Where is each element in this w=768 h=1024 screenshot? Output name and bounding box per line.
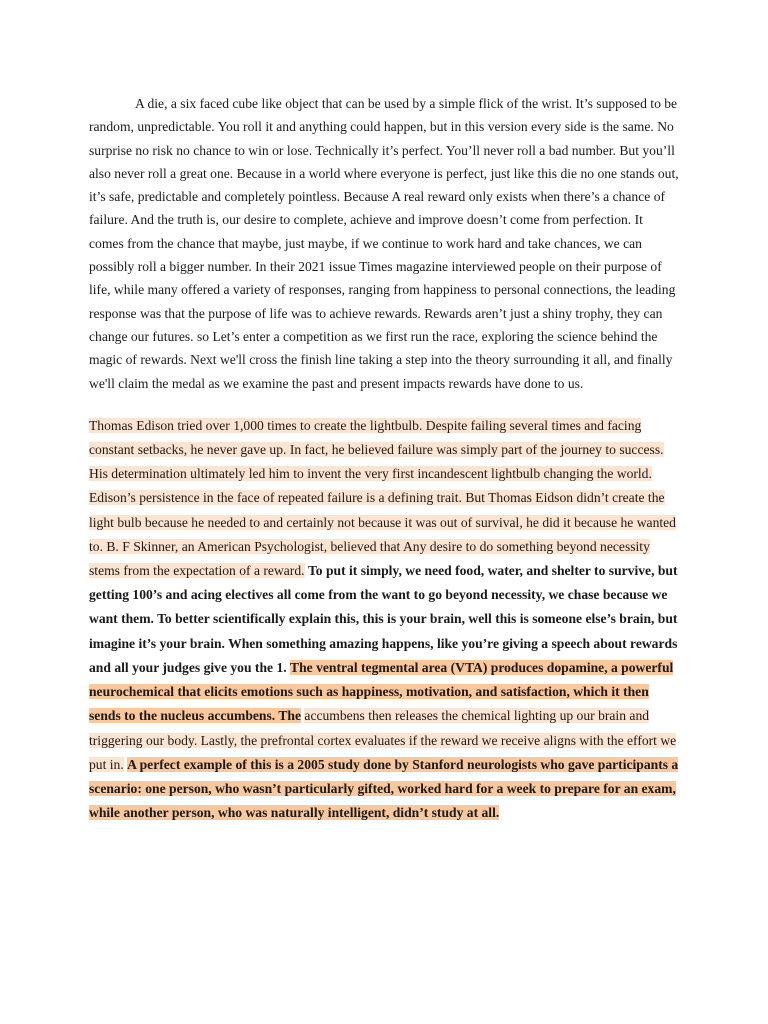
document-page bbox=[89, 92, 681, 825]
intro-paragraph: A die, a six faced cube like object that can be used by a simple flick of the wrist. It’s supposed to be random, unpredictable. You roll it and anything could happen, but in this version every side is the same. No surprise no risk no chance to win or lose. Technically it’s perfect. You’ll never roll a bad number. But you’ll also never roll a great one. Because in a world where everyone is perfect, just like this die no one stands out, it’s safe, predictable and completely pointless. Because A real reward only exists when there’s a chance of failure. And the truth is, our desire to complete, achieve and improve doesn’t come from perfection. It comes from the chance that maybe, just maybe, if we continue to work hard and take chances, we can possibly roll a bigger number. In their 2021 issue Times magazine interviewed people on their purpose of life, while many offered a variety of responses, ranging from happiness to personal connections, the leading response was that the purpose of life was to achieve rewards. Rewards aren’t just a shiny trophy, they can change our futures. so Let’s enter a competition as we first run the race, exploring the science behind the magic of rewards. Next we'll cross the finish line taking a step into the theory surrounding it all, and finally we'll claim the medal as we examine the past and present impacts rewards have done to us. bbox=[89, 96, 679, 391]
highlight-light-segment-2: accumbens then releases the chemical lighting up our brain and triggering our body. Lastly, the prefrontal cortex evaluates if the reward we receive aligns with the effort we put in. bbox=[89, 708, 677, 772]
body-paragraph bbox=[89, 414, 681, 825]
highlight-dark-bold-segment-2: A perfect example of this is a 2005 study done by Stanford neurologists who gave participants a scenario: one person, who wasn’t particularly gifted, worked hard for a week to prepare for an exam, while another person, who was naturally intelligent, didn’t study at all. bbox=[89, 756, 679, 821]
bold-segment: To put it simply, we need food, water, and shelter to survive, but getting 100’s and acing electives all come from the want to go beyond necessity, we chase because we want them. To better scientifically explain this, this is your brain, well this is someone else’s brain, but imagine it’s your brain. When something amazing happens, like you’re giving a speech about rewards and all your judges give you the 1. bbox=[89, 563, 678, 675]
highlight-light-segment: Thomas Edison tried over 1,000 times to create the lightbulb. Despite failing several times and facing constant setbacks, he never gave up. In fact, he believed failure was simply part of the journey to success. His determination ultimately led him to invent the very first incandescent lightbulb changing the world. Edison’s persistence in the face of repeated failure is a defining trait. But Thomas Eidson didn’t create the light bulb because he needed to and certainly not because it was out of survival, he did it because he wanted to. B. F Skinner, an American Psychologist, believed that Any desire to do something beyond necessity stems from the expectation of a reward. bbox=[89, 417, 676, 579]
highlight-dark-bold-segment: The ventral tegmental area (VTA) produces dopamine, a powerful neurochemical that elicits emotions such as happiness, motivation, and satisfaction, which it then sends to the nucleus accumbens. The bbox=[89, 659, 674, 724]
